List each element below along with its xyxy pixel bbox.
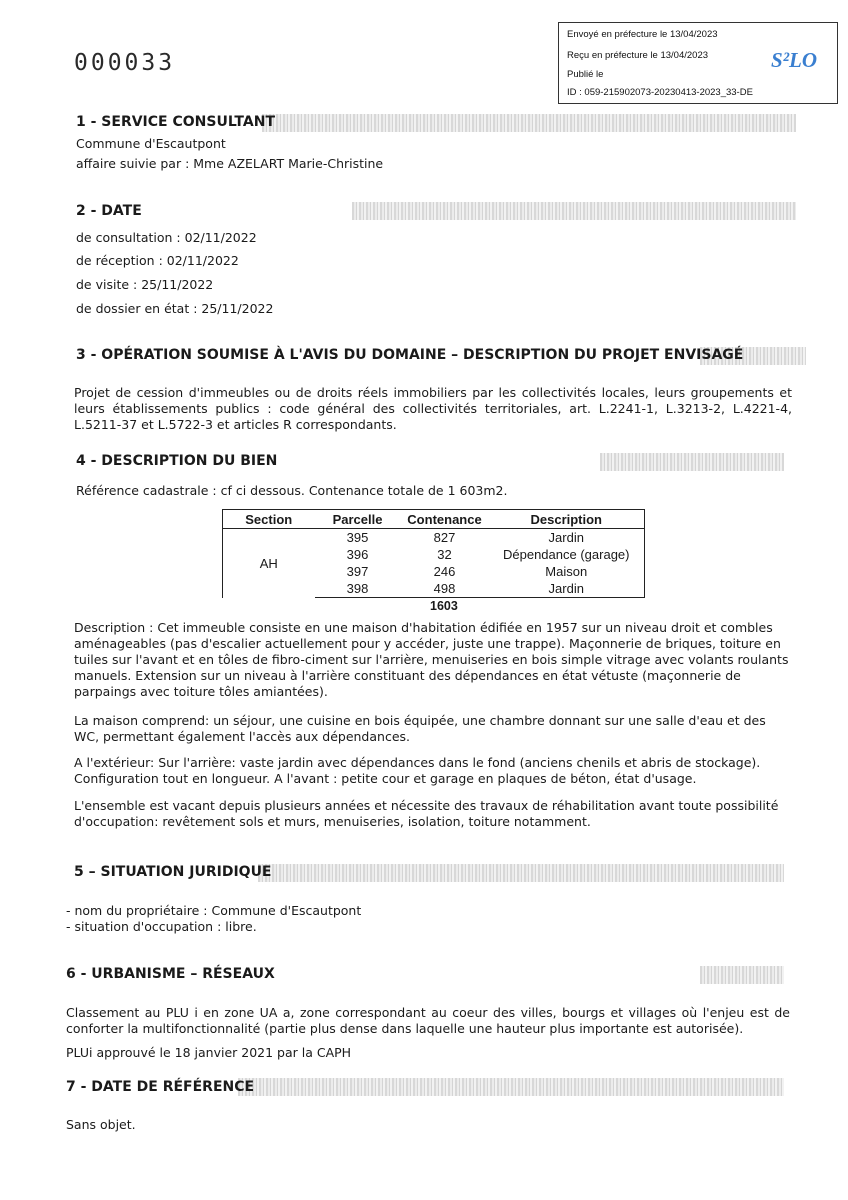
stamp-published: Publié le [567, 69, 604, 80]
scan-band [352, 202, 796, 220]
description-cell: Maison [489, 563, 645, 580]
consulting-service: Commune d'Escautpont [76, 136, 226, 151]
contenance-cell: 246 [433, 564, 456, 579]
scan-band [238, 1078, 784, 1096]
cadastral-table [222, 509, 645, 598]
zoning-classification: Classement au PLU i en zone UA a, zone correspondant au coeur des villes, bourgs et villages où l'enjeu est de conforter la multifonctionnalité (partie plus dense dans laquelle une hauteur plus importante est autorisée). [66, 1005, 790, 1036]
exterior-description: A l'extérieur: Sur l'arrière: vaste jardin avec dépendances dans le fond (anciens chenils et abris de stockage). Configuration tout en longueur. A l'avant : petite cour et garage en plaques de béton, état d'usage. [74, 755, 761, 786]
section-1-title: 1 - SERVICE CONSULTANT [76, 114, 275, 130]
occupation-status: - situation d'occupation : libre. [66, 919, 257, 934]
scan-band [258, 864, 784, 882]
table-row [223, 529, 645, 547]
parcelle-cell: 396 [346, 547, 369, 562]
operation-description: Projet de cession d'immeubles ou de droits réels immobiliers par les collectivités locales, leurs groupements et leurs établissements publics : code général des collectivités territoriales, art. L.2241-1, L.3213-2, L.4221-4, L.5211-37 et L.5722-3 et articles R correspondants. [74, 385, 792, 432]
vacancy-note: L'ensemble est vacant depuis plusieurs années et nécessite des travaux de réhabilitation avant toute possibilité d'occupation: revêtement sols et murs, menuiseries, isolation, toiture notamment. [74, 798, 779, 829]
header-contenance: Contenance [401, 510, 489, 529]
plui-approval: PLUi approuvé le 18 janvier 2021 par la CAPH [66, 1045, 352, 1060]
stamp-received-date: Reçu en préfecture le 13/04/2023 [567, 50, 709, 61]
description-cell: Jardin [489, 529, 645, 547]
property-description: Description : Cet immeuble consiste en une maison d'habitation édifiée en 1957 sur un niveau droit et combles aménageables (pas d'escalier actuellement pour y accéder, juste une trappe). Maçonnerie de briques, toiture en tuiles sur l'avant et en tôles de fibro-ciment sur l'arrière, menuiseries en bois simple vitrage avec volants roulants manuels. Extension sur un niveau à l'arrière constituant des dépendances en état vétuste (maçonnerie de parpaings avec toiture tôles amiantées). [74, 620, 789, 699]
cadastral-reference: Référence cadastrale : cf ci dessous. Contenance totale de 1 603m2. [76, 483, 508, 498]
visit-date: de visite : 25/11/2022 [76, 277, 214, 292]
description-cell: Jardin [489, 580, 645, 598]
followed-by: affaire suivie par : Mme AZELART Marie-Christine [76, 156, 384, 171]
parcelle-cell: 395 [346, 530, 369, 545]
document-number: 000033 [74, 50, 176, 76]
description-cell: Dépendance (garage) [489, 546, 645, 563]
stamp-sent-date: Envoyé en préfecture le 13/04/2023 [567, 29, 718, 40]
contenance-cell: 827 [433, 530, 456, 545]
stamp-id: ID : 059-215902073-20230413-2023_33-DE [567, 87, 753, 98]
parcelle-cell: 397 [346, 564, 369, 579]
parcelle-cell: 398 [315, 580, 401, 598]
section-2-title: 2 - DATE [76, 203, 142, 219]
contenance-cell: 32 [437, 547, 452, 562]
file-ready-date: de dossier en état : 25/11/2022 [76, 301, 274, 316]
header-parcelle: Parcelle [315, 510, 401, 529]
header-section: Section [223, 510, 315, 529]
contenance-cell: 498 [401, 580, 489, 598]
section-6-title: 6 - URBANISME – RÉSEAUX [66, 966, 275, 982]
section-cell: AH [223, 529, 315, 598]
prefecture-stamp [558, 22, 838, 104]
reference-date-value: Sans objet. [66, 1117, 136, 1132]
section-7-title: 7 - DATE DE RÉFÉRENCE [66, 1079, 255, 1095]
scan-band [262, 114, 796, 132]
section-5-title: 5 – SITUATION JURIDIQUE [74, 864, 272, 880]
reception-date: de réception : 02/11/2022 [76, 253, 239, 268]
scan-band [600, 453, 784, 471]
total-contenance: 1603 [430, 599, 458, 613]
s2lo-logo: S²LO [771, 48, 817, 72]
consultation-date: de consultation : 02/11/2022 [76, 230, 257, 245]
scan-band [700, 966, 784, 984]
header-description: Description [489, 510, 645, 529]
owner-name: - nom du propriétaire : Commune d'Escautpont [66, 903, 362, 918]
section-3-title: 3 - OPÉRATION SOUMISE À L'AVIS DU DOMAINE – DESCRIPTION DU PROJET ENVISAGÉ [76, 347, 744, 363]
house-composition: La maison comprend: un séjour, une cuisine en bois équipée, une chambre donnant sur une salle d'eau et des WC, permettant également l'accès aux dépendances. [74, 713, 766, 744]
section-4-title: 4 - DESCRIPTION DU BIEN [76, 453, 278, 469]
